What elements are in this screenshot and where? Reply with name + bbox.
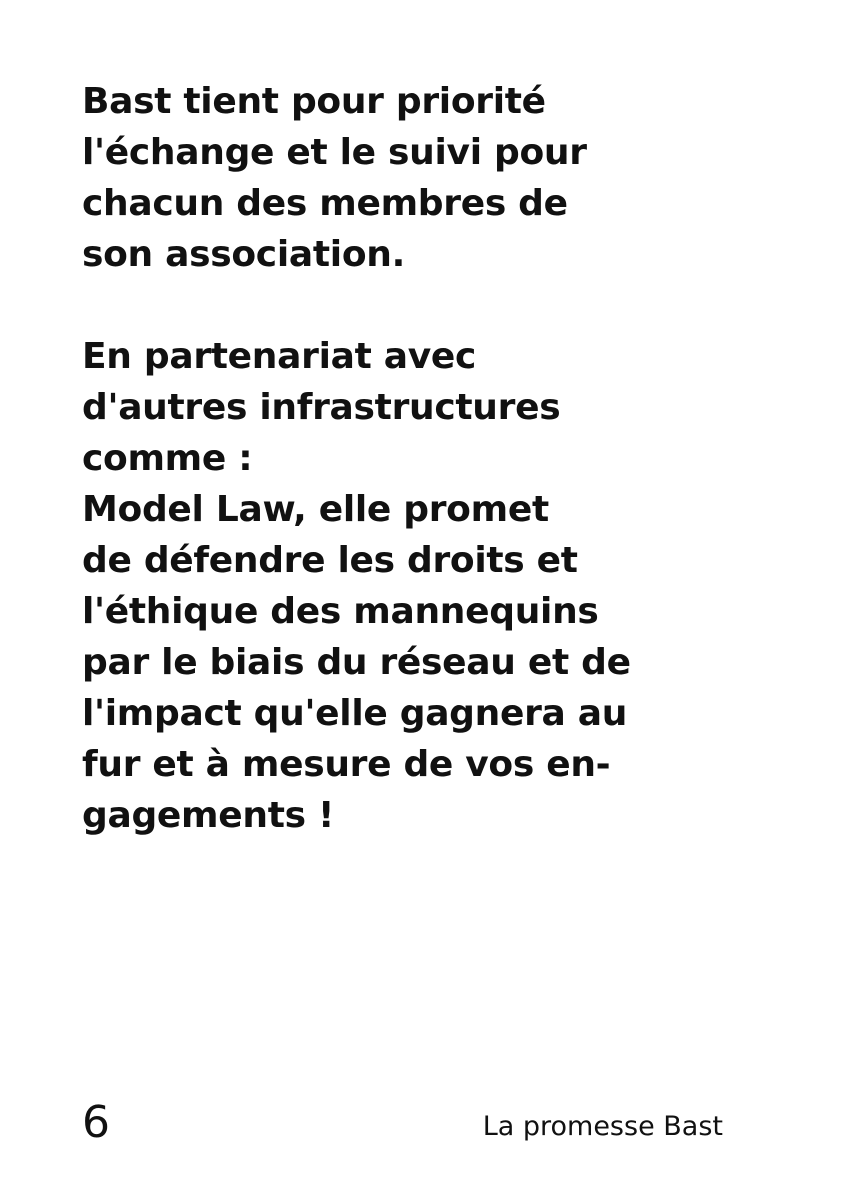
paragraph-1 — [82, 76, 782, 280]
text-line: fur et à mesure de vos en- — [82, 744, 611, 785]
text-line: d'autres infrastructures — [82, 387, 561, 428]
text-line: par le biais du réseau et de — [82, 642, 631, 683]
text-line: l'éthique des mannequins — [82, 591, 599, 632]
text-line: Bast tient pour priorité — [82, 81, 546, 122]
running-footer-title: La promesse Bast — [482, 1111, 723, 1142]
body-text — [82, 76, 782, 841]
page-number: 6 — [82, 1097, 110, 1148]
text-line: son association. — [82, 234, 405, 275]
text-line: En partenariat avec — [82, 336, 477, 377]
text-line: l'échange et le suivi pour — [82, 132, 587, 173]
text-line: gagements ! — [82, 795, 335, 836]
text-line: chacun des membres de — [82, 183, 568, 224]
text-line: Model Law, elle promet — [82, 489, 549, 530]
text-line: de défendre les droits et — [82, 540, 578, 581]
paragraph-2 — [82, 331, 782, 841]
text-line: comme : — [82, 438, 253, 479]
text-line: l'impact qu'elle gagnera au — [82, 693, 628, 734]
